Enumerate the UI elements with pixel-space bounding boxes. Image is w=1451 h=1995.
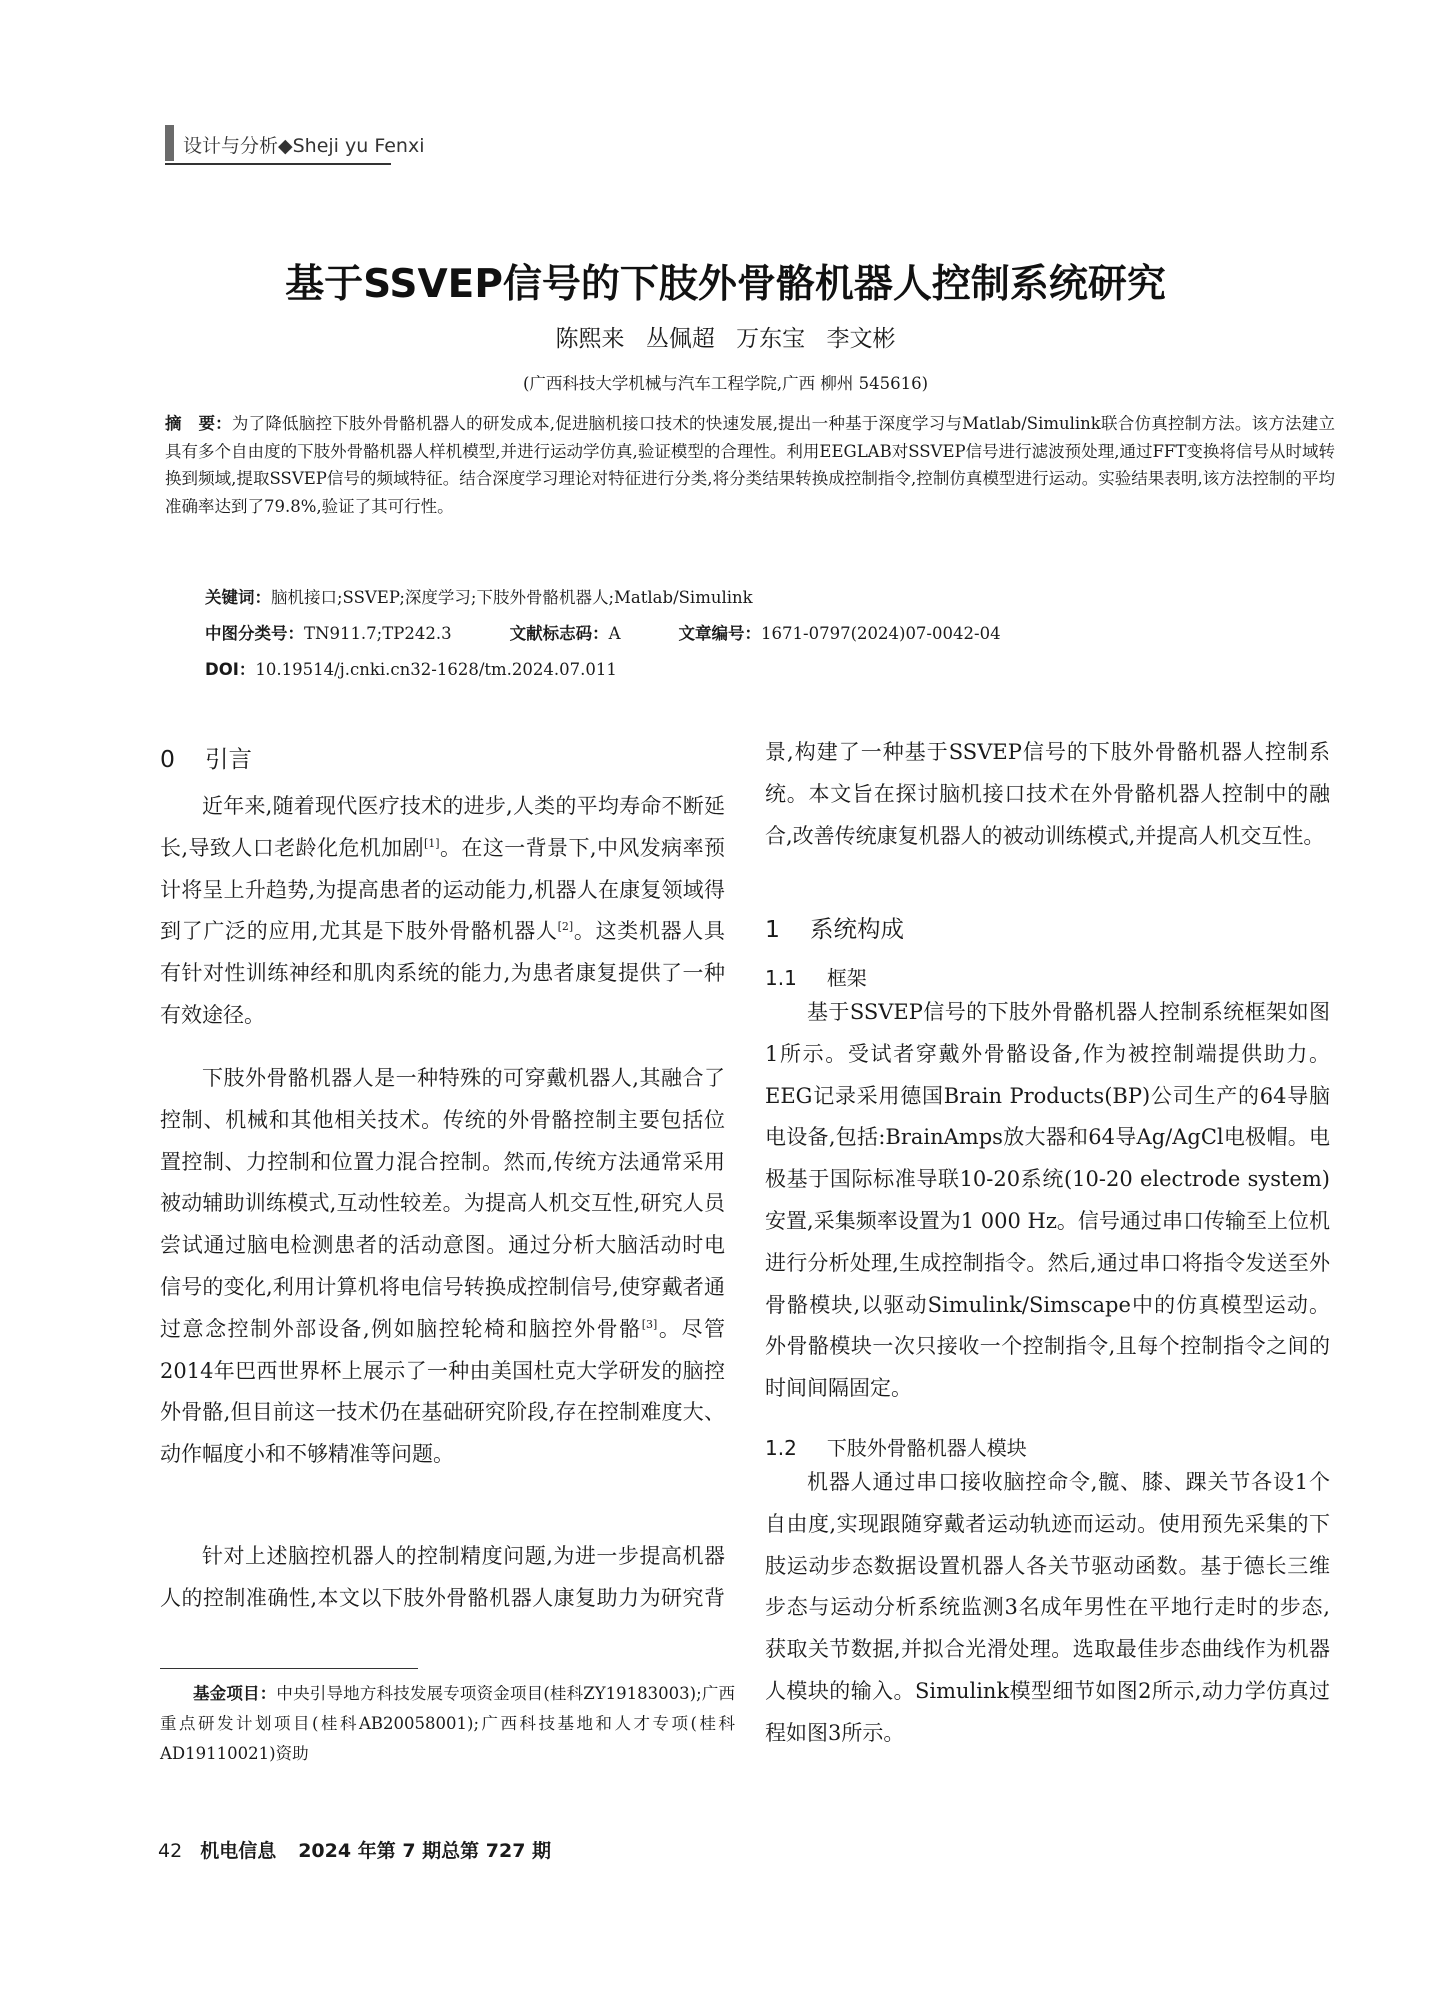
doi-label: DOI： xyxy=(205,660,256,679)
paragraph-3: 针对上述脑控机器人的控制精度问题,为进一步提高机器人的控制准确性,本文以下肢外骨骼机器人康复助力为研究背 xyxy=(160,1544,725,1610)
footnote-label: 基金项目： xyxy=(193,1684,277,1703)
articleno-value: 1671-0797(2024)07-0042-04 xyxy=(761,624,1001,643)
keywords-label: 关键词： xyxy=(205,588,271,607)
paper-affiliation: (广西科技大学机械与汽车工程学院,广西 柳州 545616) xyxy=(522,374,929,393)
abstract-label: 摘 要： xyxy=(165,414,232,433)
abstract xyxy=(165,410,1335,520)
page-footer xyxy=(158,1836,551,1863)
paper-authors: 陈熙来 丛佩超 万东宝 李文彬 xyxy=(555,326,896,352)
paragraph-2: 下肢外骨骼机器人是一种特殊的可穿戴机器人,其融合了控制、机械和其他相关技术。传统的外骨骼控制主要包括位置控制、力控制和位置力混合控制。然而,传统方法通常采用被动辅助训练模式,互动性较差。为提高人机交互性,研究人员尝试通过脑电检测患者的活动意图。通过分析大脑活动时电信号的变化,利用计算机将电信号转换成控制信号,使穿戴者通过意念控制外部设备,例如脑控轮椅和脑控外骨骼[3]。尽管2014年巴西世界杯上展示了一种由美国杜克大学研发的脑控外骨骼,但目前这一技术仍在基础研究阶段,存在控制难度大、动作幅度小和不够精准等问题。 xyxy=(160,1066,725,1467)
doccode-label: 文献标志码： xyxy=(509,624,609,643)
paragraph-1: 近年来,随着现代医疗技术的进步,人类的平均寿命不断延长,导致人口老龄化危机加剧[1]。在这一背景下,中风发病率预计将呈上升趋势,为提高患者的运动能力,机器人在康复领域得到了广泛的应用,尤其是下肢外骨骼机器人[2]。这类机器人具有针对性训练神经和肌肉系统的能力,为患者康复提供了一种有效途径。 xyxy=(160,794,725,1027)
keywords: 脑机接口;SSVEP;深度学习;下肢外骨骼机器人;Matlab/Simulink xyxy=(271,588,753,607)
ref-2: [2] xyxy=(557,920,574,934)
ref-1: [1] xyxy=(424,836,440,850)
paragraph-5: 机器人通过串口接收脑控命令,髋、膝、踝关节各设1个自由度,实现跟随穿戴者运动轨迹而运动。使用预先采集的下肢运动步态数据设置机器人各关节驱动函数。基于德长三维步态与运动分析系统监测3名成年男性在平地行走时的步态,获取关节数据,并拟合光滑处理。选取最佳步态曲线作为机器人模块的输入。Simulink模型细节如图2所示,动力学仿真过程如图3所示。 xyxy=(765,1470,1330,1745)
journal-name: 机电信息 xyxy=(200,1840,277,1862)
clc-label: 中图分类号： xyxy=(205,624,304,643)
issue-info: 2024 年第 7 期总第 727 期 xyxy=(298,1840,552,1862)
doi-line xyxy=(205,656,617,680)
doccode-value: A xyxy=(608,624,621,643)
section-1-1-heading: 1.1 框架 xyxy=(765,966,867,990)
header-bar xyxy=(165,125,174,161)
paper-title: 基于SSVEP信号的下肢外骨骼机器人控制系统研究 xyxy=(285,262,1166,307)
footnote-rule xyxy=(160,1668,418,1669)
footnote xyxy=(160,1679,735,1769)
abstract-text: 为了降低脑控下肢外骨骼机器人的研发成本,促进脑机接口技术的快速发展,提出一种基于深度学习与Matlab/Simulink联合仿真控制方法。该方法建立具有多个自由度的下肢外骨骼机器人样机模型,并进行运动学仿真,验证模型的合理性。利用EEGLAB对SSVEP信号进行滤波预处理,通过FFT变换将信号从时域转换到频域,提取SSVEP信号的频域特征。结合深度学习理论对特征进行分类,将分类结果转换成控制指令,控制仿真模型进行运动。实验结果表明,该方法控制的平均准确率达到了79.8%,验证了其可行性。 xyxy=(165,414,1336,516)
paragraph-4: 基于SSVEP信号的下肢外骨骼机器人控制系统框架如图1所示。受试者穿戴外骨骼设备,作为被控制端提供助力。EEG记录采用德国Brain Products(BP)公司生产的64导脑电设备,包括:BrainAmps放大器和64导Ag/AgCl电极帽。电极基于国际标准导联10-20系统(10-20 electrode system)安置,采集频率设置为1 000 Hz。信号通过串口传输至上位机进行分析处理,生成控制指令。然后,通过串口将指令发送至外骨骼模块,以驱动Simulink/Simscape中的仿真模型运动。外骨骼模块一次只接收一个控制指令,且每个控制指令之间的时间间隔固定。 xyxy=(765,1000,1330,1401)
page-number: 42 xyxy=(158,1840,183,1862)
running-header: 设计与分析◆Sheji yu Fenxi xyxy=(183,135,425,157)
articleno-label: 文章编号： xyxy=(678,624,762,643)
clc-value: TN911.7;TP242.3 xyxy=(304,624,452,643)
classification-line xyxy=(205,620,1001,644)
footnote-text: 中央引导地方科技发展专项资金项目(桂科ZY19183003);广西重点研发计划项目(桂科AB20058001);广西科技基地和人才专项(桂科AD19110021)资助 xyxy=(160,1684,736,1763)
doi-value: 10.19514/j.cnki.cn32-1628/tm.2024.07.011 xyxy=(255,660,617,679)
ref-3: [3] xyxy=(641,1317,658,1331)
section-0-heading: 0 引言 xyxy=(160,745,252,773)
section-1-2-heading: 1.2 下肢外骨骼机器人模块 xyxy=(765,1436,1027,1460)
paragraph-3-continued: 景,构建了一种基于SSVEP信号的下肢外骨骼机器人控制系统。本文旨在探讨脑机接口技术在外骨骼机器人控制中的融合,改善传统康复机器人的被动训练模式,并提高人机交互性。 xyxy=(765,740,1330,848)
keywords-line xyxy=(205,584,753,608)
section-1-heading: 1 系统构成 xyxy=(765,915,904,943)
header-rule xyxy=(165,163,391,165)
